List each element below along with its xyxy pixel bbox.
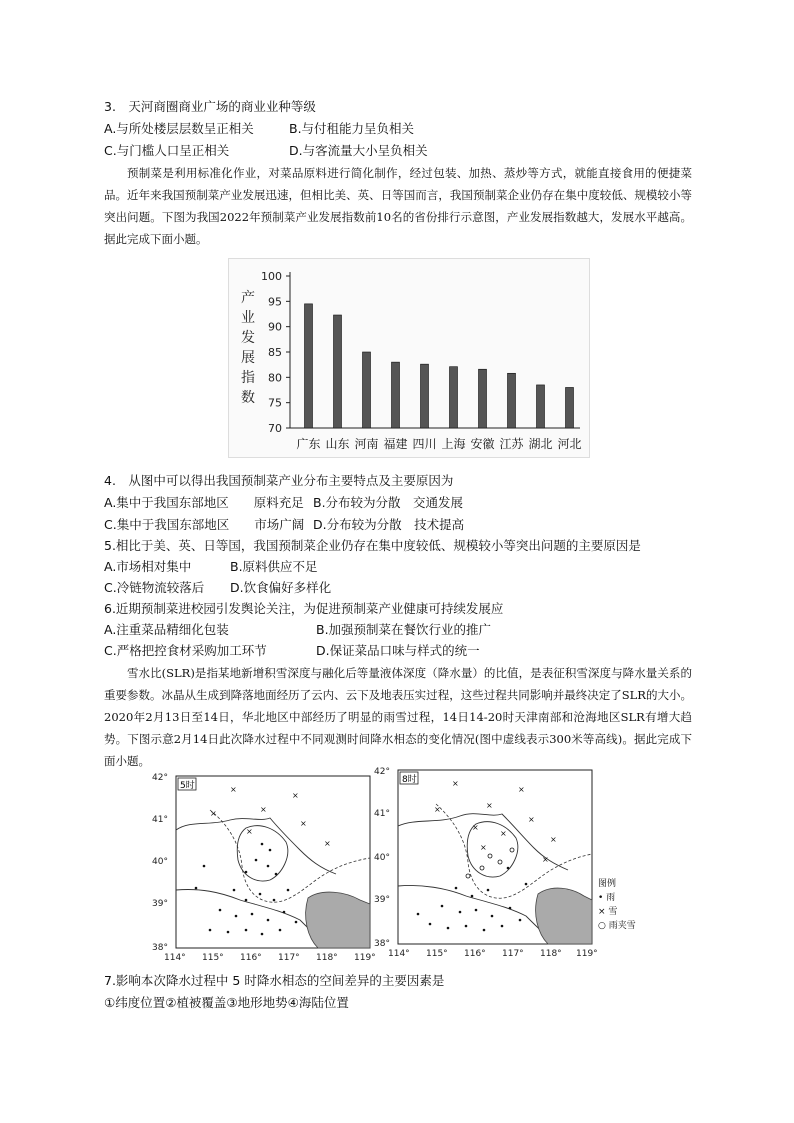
svg-text:×: × (260, 805, 267, 814)
lon-label: 119° (354, 953, 376, 962)
x-tick-label: 安徽 (470, 437, 495, 451)
bar (363, 352, 371, 428)
q3-option-b: B.与付租能力呈负相关 (289, 121, 415, 136)
svg-text:×: × (518, 785, 525, 794)
svg-text:×: × (324, 839, 331, 848)
q7-stem: 7.影响本次降水过程中 5 时降水相态的空间差异的主要因素是 (104, 973, 445, 988)
map-legend (598, 877, 636, 931)
svg-text:×: × (246, 827, 253, 836)
lon-label: 118° (316, 953, 338, 962)
lon-label: 116° (240, 953, 262, 962)
y-tick-label: 85 (268, 346, 282, 359)
y-axis-label-char: 发 (241, 330, 255, 346)
y-axis-label-char: 业 (241, 310, 255, 326)
q7-options: ①纬度位置②植被覆盖③地形地势④海陆位置 (104, 995, 349, 1010)
x-tick-label: 山东 (325, 437, 350, 451)
legend-sleet: ○ 雨夹雪 (598, 921, 636, 931)
y-tick-label: 95 (268, 295, 282, 309)
y-tick-label: 90 (268, 320, 282, 334)
q4-option-c: C.集中于我国东部地区 市场广阔 (104, 517, 305, 532)
q3-stem: 3. 天河商圈商业广场的商业业种等级 (104, 99, 316, 114)
legend-rain: • 雨 (598, 893, 616, 903)
q4-option-b: B.分布较为分散 交通发展 (313, 495, 464, 510)
q5-option-a: A.市场相对集中 (104, 559, 192, 574)
svg-text:×: × (542, 855, 549, 864)
q6-option-b: B.加强预制菜在餐饮行业的推广 (316, 622, 492, 637)
lon-label: 115° (202, 953, 224, 962)
lat-label: 39° (152, 899, 168, 909)
map-8h (372, 764, 638, 960)
bar (392, 362, 400, 428)
y-tick-label: 70 (268, 422, 282, 435)
lat-label: 40° (152, 857, 168, 867)
svg-text:×: × (500, 829, 507, 838)
bar (450, 367, 458, 428)
q4-option-a: A.集中于我国东部地区 原料充足 (104, 495, 304, 510)
legend-snow: × 雪 (598, 907, 618, 917)
y-tick-label: 80 (268, 371, 282, 385)
bar (537, 385, 545, 428)
q5-stem: 5.相比于美、英、日等国，我国预制菜企业仍存在集中度较低、规模较小等突出问题的主要原因是 (104, 538, 641, 553)
bar (334, 315, 342, 428)
q3-option-c: C.与门槛人口呈正相关 (104, 143, 230, 158)
q6-stem: 6.近期预制菜进校园引发舆论关注，为促进预制菜产业健康可持续发展应 (104, 601, 504, 616)
map-5h (150, 770, 380, 962)
lon-label: 119° (576, 949, 598, 959)
bar (479, 369, 487, 428)
lat-label: 42° (152, 773, 168, 783)
svg-text:×: × (528, 815, 535, 824)
legend-title: 图例 (598, 879, 617, 889)
q5-option-d: D.饮食偏好多样化 (230, 580, 332, 595)
svg-text:×: × (550, 835, 557, 844)
lon-label: 118° (540, 949, 562, 959)
passage-slr: 雪水比(SLR)是指某地新增积雪深度与融化后等量液体深度（降水量）的比值，是表征积雪深度与降水量关系的重要参数。冰晶从生成到降落地面经历了云内、云下及地表压实过程，这些过程共同影响并最终决定了SLR的大小。2020年2月13日至14日，华北地区中部经历了明显的雨雪过程，14日14-20时天津南部和沧海地区SLR有增大趋势。下图示意2月14日此次降水过程中不同观测时间降水相态的变化情况(图中虚线表示300米等高线)。据此完成下面小题。 (104, 666, 692, 768)
x-tick-label: 上海 (441, 437, 466, 451)
q3-option-d: D.与客流量大小呈负相关 (289, 143, 428, 158)
x-tick-label: 福建 (383, 437, 408, 451)
svg-text:×: × (434, 805, 441, 814)
lon-label: 116° (464, 949, 486, 959)
x-tick-label: 四川 (412, 437, 437, 451)
q6-option-a: A.注重菜品精细化包装 (104, 622, 229, 637)
x-tick-label: 广东 (296, 437, 321, 451)
x-tick-label: 河南 (354, 437, 379, 451)
svg-text:×: × (230, 785, 237, 794)
q3-option-a: A.与所处楼层层数呈正相关 (104, 121, 254, 136)
y-axis-label-char: 产 (241, 290, 255, 306)
map-5h-sea (306, 892, 370, 948)
q4-stem: 4. 从图中可以得出我国预制菜产业分布主要特点及主要原因为 (104, 473, 454, 488)
q5-option-b: B.原料供应不足 (230, 559, 318, 574)
svg-text:×: × (472, 823, 479, 832)
x-tick-label: 河北 (557, 437, 582, 451)
lat-label: 38° (374, 939, 390, 949)
map-8h-label: 8时 (402, 775, 417, 785)
map-5h-label: 5时 (180, 781, 195, 791)
map-8h-sea (536, 888, 592, 944)
lat-label: 41° (152, 815, 168, 825)
bar (305, 304, 313, 428)
y-axis-label-char: 数 (241, 390, 255, 406)
q6-option-d: D.保证菜品口味与样式的统一 (316, 643, 480, 658)
svg-text:×: × (452, 779, 459, 788)
svg-text:×: × (210, 809, 217, 818)
passage-prepared-food: 预制菜是利用标准化作业，对菜品原料进行简化制作，经过包装、加热、蒸炒等方式，就能直接食用的便捷菜品。近年来我国预制菜产业发展迅速，但相比美、英、日等国而言，我国预制菜企业仍存在集中度较低、规模较小等突出问题。下图为我国2022年预制菜产业发展指数前10名的省份排行示意图，产业发展指数越大，发展水平越高。据此完成下面小题。 (104, 166, 692, 246)
lon-label: 114° (164, 953, 186, 962)
svg-text:×: × (300, 819, 307, 828)
bar (421, 364, 429, 428)
y-axis-label-char: 指 (241, 370, 255, 386)
svg-text:×: × (486, 801, 493, 810)
y-tick-label: 75 (268, 396, 282, 410)
lon-label: 114° (388, 949, 410, 959)
x-tick-label: 江苏 (499, 437, 524, 451)
svg-text:×: × (480, 843, 487, 852)
lat-label: 39° (374, 895, 390, 905)
bar (566, 387, 574, 428)
lat-label: 41° (374, 809, 390, 819)
lat-label: 40° (374, 853, 390, 863)
index-bar-chart (228, 258, 590, 458)
q4-option-d: D.分布较为分散 技术提高 (313, 517, 465, 532)
q6-option-c: C.严格把控食材采购加工环节 (104, 643, 267, 658)
bar (508, 373, 516, 428)
lon-label: 117° (502, 949, 524, 959)
q5-option-c: C.冷链物流较落后 (104, 580, 205, 595)
y-tick-label: 100 (261, 270, 282, 283)
x-tick-label: 湖北 (528, 437, 553, 451)
lon-label: 117° (278, 953, 300, 962)
lat-label: 42° (374, 767, 390, 777)
lat-label: 38° (152, 943, 168, 953)
lon-label: 115° (426, 949, 448, 959)
svg-text:×: × (292, 791, 299, 800)
y-axis-label-char: 展 (241, 350, 255, 366)
